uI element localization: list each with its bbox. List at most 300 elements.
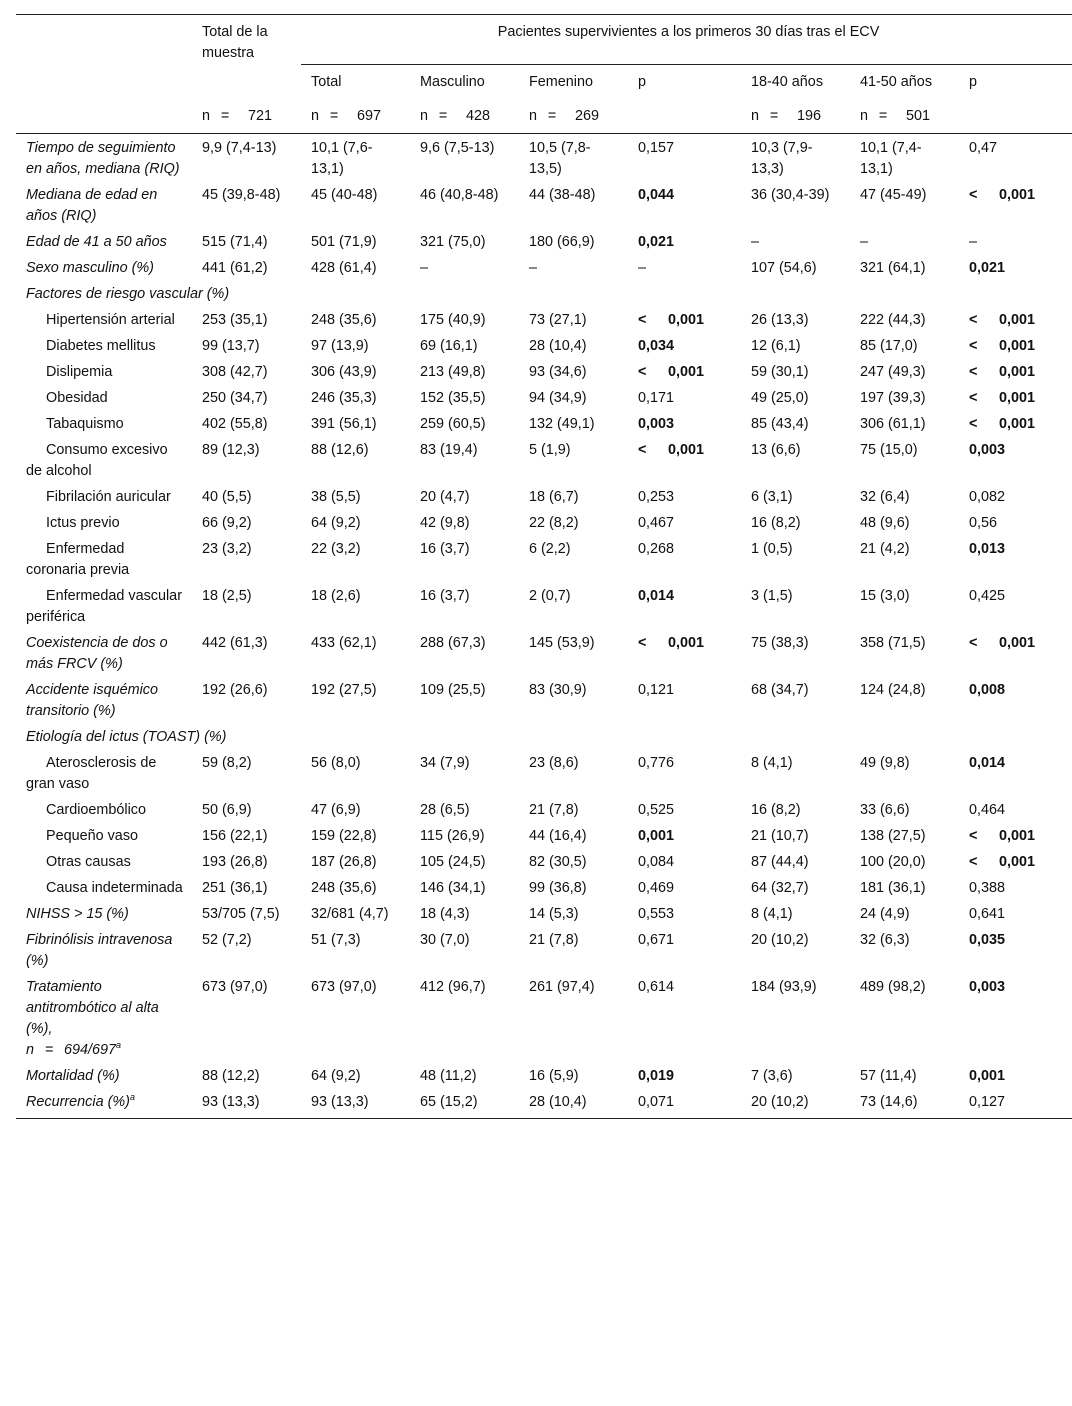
table-cell: 187 (26,8) bbox=[311, 853, 377, 870]
header-n-cell bbox=[741, 94, 850, 134]
table-cell: 132 (49,1) bbox=[529, 415, 595, 432]
table-cell: 13 (6,6) bbox=[751, 441, 801, 458]
row-label: Causa indeterminada bbox=[46, 879, 183, 896]
table-cell: < 0,001 bbox=[969, 634, 1036, 651]
table-cell: 32 (6,3) bbox=[860, 931, 910, 948]
header-empty-cell bbox=[16, 15, 192, 65]
header-n-row bbox=[16, 94, 1072, 134]
table-cell: 21 (4,2) bbox=[860, 540, 910, 557]
n-equals: = bbox=[769, 107, 779, 124]
table-cell: 85 (43,4) bbox=[751, 415, 809, 432]
header-n-cell bbox=[628, 94, 741, 134]
table-cell: 412 (96,7) bbox=[420, 978, 486, 995]
row-label: Tiempo de seguimiento en años, mediana (RIQ) bbox=[26, 139, 180, 177]
table-cell: 32/681 (4,7) bbox=[311, 905, 389, 922]
table-row bbox=[16, 228, 1072, 254]
table-row bbox=[16, 1062, 1072, 1088]
table-cell: – bbox=[638, 259, 647, 276]
table-cell: 33 (6,6) bbox=[860, 801, 910, 818]
table-cell: 23 (3,2) bbox=[202, 540, 252, 557]
table-row bbox=[16, 358, 1072, 384]
table-cell: 83 (19,4) bbox=[420, 441, 478, 458]
table-row bbox=[16, 749, 1072, 796]
table-cell: 85 (17,0) bbox=[860, 337, 918, 354]
table-row bbox=[16, 280, 1072, 306]
table-cell: 156 (22,1) bbox=[202, 827, 268, 844]
table-cell: – bbox=[420, 259, 429, 276]
table-cell: 247 (49,3) bbox=[860, 363, 926, 380]
table-cell: 65 (15,2) bbox=[410, 1088, 519, 1119]
table-row bbox=[16, 723, 1072, 749]
table-cell: 253 (35,1) bbox=[202, 311, 268, 328]
table-cell: 0,553 bbox=[638, 905, 675, 922]
table-cell: 152 (35,5) bbox=[420, 389, 486, 406]
table-cell: 358 (71,5) bbox=[860, 634, 926, 651]
table-cell: < 0,001 bbox=[969, 363, 1036, 380]
table-cell: 159 (22,8) bbox=[311, 827, 377, 844]
table-cell: 213 (49,8) bbox=[420, 363, 486, 380]
table-row bbox=[16, 629, 1072, 676]
table-cell: 16 (8,2) bbox=[751, 801, 801, 818]
header-row-2 bbox=[16, 64, 1072, 94]
table-row bbox=[16, 436, 1072, 483]
table-cell: 441 (61,2) bbox=[202, 259, 268, 276]
table-cell: 51 (7,3) bbox=[311, 931, 361, 948]
table-cell: 10,5 (7,8-13,5) bbox=[529, 139, 591, 177]
table-cell: < 0,001 bbox=[969, 337, 1036, 354]
table-cell: 3 (1,5) bbox=[751, 587, 793, 604]
row-label: Factores de riesgo vascular (%) bbox=[26, 285, 230, 302]
table-cell: 0,776 bbox=[638, 754, 675, 771]
table-cell: 26 (13,3) bbox=[751, 311, 809, 328]
header-col-41-50: 41-50 años bbox=[860, 73, 933, 90]
n-label: n bbox=[311, 107, 320, 124]
table-cell: 222 (44,3) bbox=[860, 311, 926, 328]
table-row bbox=[16, 926, 1072, 973]
row-label: Consumo excesivo de alcohol bbox=[26, 441, 168, 479]
n-value: 697 bbox=[357, 107, 382, 124]
table-cell: 82 (30,5) bbox=[529, 853, 587, 870]
n-label: n bbox=[529, 107, 538, 124]
table-row bbox=[16, 332, 1072, 358]
table-cell: 18 (6,7) bbox=[529, 488, 579, 505]
table-cell: 1 (0,5) bbox=[751, 540, 793, 557]
table-cell: 0,253 bbox=[638, 488, 675, 505]
header-col-masculino: Masculino bbox=[420, 73, 485, 90]
table-cell: 306 (61,1) bbox=[860, 415, 926, 432]
table-cell: – bbox=[751, 233, 760, 250]
row-label: Otras causas bbox=[46, 853, 131, 870]
row-label: Recurrencia (%)$^a$ bbox=[16, 1088, 192, 1119]
table-cell: 34 (7,9) bbox=[420, 754, 470, 771]
table-cell: 288 (67,3) bbox=[420, 634, 486, 651]
table-cell: 68 (34,7) bbox=[751, 681, 809, 698]
table-cell: 0,56 bbox=[969, 514, 998, 531]
table-cell: 28 (10,4) bbox=[519, 1088, 628, 1119]
n-value: 501 bbox=[906, 107, 931, 124]
header-empty-cell bbox=[16, 94, 192, 134]
table-row bbox=[16, 796, 1072, 822]
table-cell: 88 (12,2) bbox=[202, 1067, 260, 1084]
table-cell: 89 (12,3) bbox=[202, 441, 260, 458]
table-cell: 0,019 bbox=[638, 1067, 675, 1084]
table-cell: 21 (7,8) bbox=[529, 931, 579, 948]
header-row-1 bbox=[16, 15, 1072, 65]
table-cell: 15 (3,0) bbox=[860, 587, 910, 604]
table-cell: 250 (34,7) bbox=[202, 389, 268, 406]
table-cell: 28 (10,4) bbox=[529, 337, 587, 354]
table-cell: 99 (36,8) bbox=[529, 879, 587, 896]
table-cell: 251 (36,1) bbox=[202, 879, 268, 896]
table-cell: 10,1 (7,6-13,1) bbox=[311, 139, 373, 177]
table-cell: < 0,001 bbox=[969, 311, 1036, 328]
table-row bbox=[16, 900, 1072, 926]
table-cell: 5 (1,9) bbox=[529, 441, 571, 458]
table-cell: < 0,001 bbox=[638, 311, 705, 328]
table-cell: 40 (5,5) bbox=[202, 488, 252, 505]
table-cell: 0,014 bbox=[969, 754, 1006, 771]
table-row bbox=[16, 509, 1072, 535]
table-cell: 0,084 bbox=[638, 853, 675, 870]
table-cell: 138 (27,5) bbox=[860, 827, 926, 844]
table-cell: 0,034 bbox=[638, 337, 675, 354]
n-label: n bbox=[202, 107, 211, 124]
table-cell: 8 (4,1) bbox=[751, 905, 793, 922]
row-label: Accidente isquémico transitorio (%) bbox=[26, 681, 158, 719]
header-col-femenino: Femenino bbox=[529, 73, 593, 90]
table-cell: 0,008 bbox=[969, 681, 1006, 698]
table-cell: 21 (10,7) bbox=[751, 827, 809, 844]
table-row bbox=[16, 384, 1072, 410]
table-cell: 402 (55,8) bbox=[202, 415, 268, 432]
table-cell: 673 (97,0) bbox=[311, 978, 377, 995]
table-cell: 306 (43,9) bbox=[311, 363, 377, 380]
row-label: Hipertensión arterial bbox=[46, 311, 175, 328]
table-cell: 30 (7,0) bbox=[420, 931, 470, 948]
table-cell: 20 (10,2) bbox=[741, 1088, 850, 1119]
table-cell: 93 (34,6) bbox=[529, 363, 587, 380]
header-empty-cell bbox=[16, 64, 192, 94]
row-label: Ictus previo bbox=[46, 514, 120, 531]
table-row bbox=[16, 181, 1072, 228]
table-cell: 308 (42,7) bbox=[202, 363, 268, 380]
table-row bbox=[16, 874, 1072, 900]
table-cell: 673 (97,0) bbox=[202, 978, 268, 995]
table-cell: – bbox=[969, 233, 978, 250]
table-cell: 73 (27,1) bbox=[529, 311, 587, 328]
header-n-cell bbox=[192, 94, 301, 134]
row-label: Mediana de edad en años (RIQ) bbox=[26, 186, 158, 224]
table-cell: 0,071 bbox=[628, 1088, 741, 1119]
table-cell: 23 (8,6) bbox=[529, 754, 579, 771]
table-cell: 8 (4,1) bbox=[751, 754, 793, 771]
row-label: Dislipemia bbox=[46, 363, 113, 380]
row-label: Pequeño vaso bbox=[46, 827, 139, 844]
table-cell: 28 (6,5) bbox=[420, 801, 470, 818]
row-label: Coexistencia de dos o más FRCV (%) bbox=[26, 634, 168, 672]
table-cell: 0,268 bbox=[638, 540, 675, 557]
header-n-cell bbox=[959, 94, 1072, 134]
table-cell: < 0,001 bbox=[969, 827, 1036, 844]
row-label: Cardioembólico bbox=[46, 801, 146, 818]
table-cell: 10,3 (7,9-13,3) bbox=[751, 139, 813, 177]
table-cell: 0,469 bbox=[638, 879, 675, 896]
n-equals: = bbox=[220, 107, 230, 124]
table-cell: 46 (40,8-48) bbox=[420, 186, 499, 203]
table-cell: 21 (7,8) bbox=[529, 801, 579, 818]
row-label: Diabetes mellitus bbox=[46, 337, 156, 354]
table-cell: 48 (9,6) bbox=[860, 514, 910, 531]
table-cell: 99 (13,7) bbox=[202, 337, 260, 354]
table-cell: 0,035 bbox=[969, 931, 1006, 948]
table-cell: 64 (9,2) bbox=[311, 1067, 361, 1084]
table-cell: 246 (35,3) bbox=[311, 389, 377, 406]
n-value: 721 bbox=[248, 107, 273, 124]
table-cell: < 0,001 bbox=[969, 186, 1036, 203]
table-cell: 6 (3,1) bbox=[751, 488, 793, 505]
table-cell: 145 (53,9) bbox=[529, 634, 595, 651]
table-cell: 248 (35,6) bbox=[311, 879, 377, 896]
table-cell: 0,003 bbox=[969, 441, 1006, 458]
row-label: Etiología del ictus (TOAST) (%) bbox=[26, 728, 227, 745]
row-label: Fibrinólisis intravenosa (%) bbox=[26, 931, 173, 969]
table-cell: 0,47 bbox=[969, 139, 998, 156]
table-cell: 93 (13,3) bbox=[301, 1088, 410, 1119]
table-cell: 0,121 bbox=[638, 681, 675, 698]
table-cell: 0,388 bbox=[969, 879, 1006, 896]
n-equals: = bbox=[878, 107, 888, 124]
table-cell: 100 (20,0) bbox=[860, 853, 926, 870]
row-label: Obesidad bbox=[46, 389, 108, 406]
table-cell: 193 (26,8) bbox=[202, 853, 268, 870]
table-cell: 75 (15,0) bbox=[860, 441, 918, 458]
table-cell: 321 (64,1) bbox=[860, 259, 926, 276]
table-cell: 0,641 bbox=[969, 905, 1006, 922]
table-cell: 44 (16,4) bbox=[529, 827, 587, 844]
table-cell: 2 (0,7) bbox=[529, 587, 571, 604]
table-cell: < 0,001 bbox=[638, 634, 705, 651]
table-cell: 0,171 bbox=[638, 389, 675, 406]
table-row bbox=[16, 676, 1072, 723]
table-cell: 197 (39,3) bbox=[860, 389, 926, 406]
row-label: Fibrilación auricular bbox=[46, 488, 171, 505]
table-cell: 53/705 (7,5) bbox=[202, 905, 280, 922]
table-cell: 0,157 bbox=[638, 139, 675, 156]
row-label: Aterosclerosis de gran vaso bbox=[26, 754, 157, 792]
header-n-cell bbox=[301, 94, 410, 134]
table-row bbox=[16, 582, 1072, 629]
table-cell: 16 (8,2) bbox=[751, 514, 801, 531]
table-cell: 0,467 bbox=[638, 514, 675, 531]
table-cell: 88 (12,6) bbox=[311, 441, 369, 458]
table-cell: – bbox=[529, 259, 538, 276]
table-cell: 115 (26,9) bbox=[420, 827, 485, 844]
header-n-cell bbox=[519, 94, 628, 134]
table-cell: 69 (16,1) bbox=[420, 337, 478, 354]
row-label: Enfermedad vascular periférica bbox=[26, 587, 182, 625]
table-cell: 10,1 (7,4-13,1) bbox=[860, 139, 922, 177]
table-row bbox=[16, 973, 1072, 1062]
table-cell: 0,021 bbox=[969, 259, 1006, 276]
header-col-p-age: p bbox=[969, 73, 978, 90]
table-cell: 248 (35,6) bbox=[311, 311, 377, 328]
table-cell: 20 (4,7) bbox=[420, 488, 470, 505]
table-cell: < 0,001 bbox=[638, 363, 705, 380]
table-cell: 109 (25,5) bbox=[420, 681, 486, 698]
row-label: Sexo masculino (%) bbox=[26, 259, 154, 276]
table-cell: 16 (3,7) bbox=[420, 540, 470, 557]
table-cell: 0,013 bbox=[969, 540, 1006, 557]
row-label: Enfermedad coronaria previa bbox=[26, 540, 130, 578]
table-row bbox=[16, 848, 1072, 874]
n-value: 428 bbox=[466, 107, 491, 124]
table-cell: 18 (4,3) bbox=[420, 905, 470, 922]
table-cell: 47 (45-49) bbox=[860, 186, 927, 203]
table-cell: < 0,001 bbox=[638, 441, 705, 458]
table-cell: 9,6 (7,5-13) bbox=[420, 139, 495, 156]
table-cell: 22 (3,2) bbox=[311, 540, 361, 557]
table-cell: 0,001 bbox=[638, 827, 675, 844]
header-col-18-40: 18-40 años bbox=[751, 73, 824, 90]
table-cell: 73 (14,6) bbox=[850, 1088, 959, 1119]
table-cell: 0,044 bbox=[638, 186, 675, 203]
data-table bbox=[16, 14, 1072, 1119]
table-cell: 59 (8,2) bbox=[202, 754, 252, 771]
table-cell: 18 (2,6) bbox=[311, 587, 361, 604]
table-cell: 42 (9,8) bbox=[420, 514, 470, 531]
table-body bbox=[16, 133, 1072, 1118]
table-cell: 391 (56,1) bbox=[311, 415, 377, 432]
table-cell: 50 (6,9) bbox=[202, 801, 252, 818]
table-cell: 321 (75,0) bbox=[420, 233, 486, 250]
table-cell: 45 (39,8-48) bbox=[202, 186, 281, 203]
table-cell: 16 (3,7) bbox=[420, 587, 470, 604]
table-cell: 184 (93,9) bbox=[751, 978, 817, 995]
header-empty-cell bbox=[192, 64, 301, 94]
table-cell: 87 (44,4) bbox=[751, 853, 809, 870]
n-equals: = bbox=[329, 107, 339, 124]
table-cell: 44 (38-48) bbox=[529, 186, 596, 203]
table-cell: 12 (6,1) bbox=[751, 337, 801, 354]
row-label: Tratamiento antitrombótico al alta (%), $n = 694/697^a$ bbox=[26, 978, 159, 1058]
table-cell: 0,671 bbox=[638, 931, 675, 948]
table-cell: 48 (11,2) bbox=[420, 1067, 477, 1084]
table-cell: 20 (10,2) bbox=[751, 931, 809, 948]
table-row bbox=[16, 306, 1072, 332]
table-row bbox=[16, 410, 1072, 436]
table-cell: 259 (60,5) bbox=[420, 415, 486, 432]
header-n-cell bbox=[410, 94, 519, 134]
n-equals: = bbox=[438, 107, 448, 124]
table-cell: 7 (3,6) bbox=[751, 1067, 793, 1084]
table-cell: 94 (34,9) bbox=[529, 389, 587, 406]
table-cell: 6 (2,2) bbox=[529, 540, 571, 557]
table-cell: 515 (71,4) bbox=[202, 233, 268, 250]
n-label: n bbox=[860, 107, 869, 124]
table-cell: 146 (34,1) bbox=[420, 879, 486, 896]
table-cell: 0,425 bbox=[969, 587, 1006, 604]
n-value: 269 bbox=[575, 107, 600, 124]
table-cell: 16 (5,9) bbox=[529, 1067, 579, 1084]
table-row bbox=[16, 133, 1072, 181]
table-cell: 49 (25,0) bbox=[751, 389, 809, 406]
table-cell: 45 (40-48) bbox=[311, 186, 378, 203]
table-cell: 66 (9,2) bbox=[202, 514, 252, 531]
table-cell: 47 (6,9) bbox=[311, 801, 361, 818]
table-cell: 18 (2,5) bbox=[202, 587, 252, 604]
table-cell: 14 (5,3) bbox=[529, 905, 579, 922]
table-cell: 52 (7,2) bbox=[202, 931, 252, 948]
header-survivors-group: Pacientes supervivientes a los primeros 30 días tras el ECV bbox=[301, 15, 1072, 65]
table-row bbox=[16, 254, 1072, 280]
table-cell: 38 (5,5) bbox=[311, 488, 361, 505]
table-cell: 192 (26,6) bbox=[202, 681, 268, 698]
table-cell: 433 (62,1) bbox=[311, 634, 377, 651]
table-cell: 0,001 bbox=[969, 1067, 1006, 1084]
table-cell: 22 (8,2) bbox=[529, 514, 579, 531]
row-label: Mortalidad (%) bbox=[26, 1067, 120, 1084]
table-cell: 175 (40,9) bbox=[420, 311, 486, 328]
header-n-cell bbox=[850, 94, 959, 134]
table-cell: 0,003 bbox=[638, 415, 675, 432]
table-cell: 489 (98,2) bbox=[860, 978, 926, 995]
row-label: NIHSS > 15 (%) bbox=[26, 905, 129, 922]
row-label: Tabaquismo bbox=[46, 415, 124, 432]
table-cell: 124 (24,8) bbox=[860, 681, 926, 698]
table-cell: 75 (38,3) bbox=[751, 634, 809, 651]
table-cell: 64 (9,2) bbox=[311, 514, 361, 531]
table-cell: 261 (97,4) bbox=[529, 978, 595, 995]
table-cell: 9,9 (7,4-13) bbox=[202, 139, 277, 156]
table-cell: 0,464 bbox=[969, 801, 1006, 818]
table-cell: 107 (54,6) bbox=[751, 259, 817, 276]
table-cell: 501 (71,9) bbox=[311, 233, 377, 250]
header-total-sample: Total de la muestra bbox=[192, 15, 301, 65]
header-col-total: Total bbox=[311, 73, 342, 90]
table-cell: 0,014 bbox=[638, 587, 675, 604]
row-label: Edad de 41 a 50 años bbox=[26, 233, 167, 250]
table-row bbox=[16, 822, 1072, 848]
table-cell: 32 (6,4) bbox=[860, 488, 910, 505]
table-cell: 49 (9,8) bbox=[860, 754, 910, 771]
table-row bbox=[16, 535, 1072, 582]
header-col-p-sex: p bbox=[638, 73, 647, 90]
n-label: n bbox=[420, 107, 429, 124]
table-cell: 192 (27,5) bbox=[311, 681, 377, 698]
table-cell: 428 (61,4) bbox=[311, 259, 377, 276]
table-cell: 442 (61,3) bbox=[202, 634, 268, 651]
table-cell: 180 (66,9) bbox=[529, 233, 595, 250]
table-cell: 36 (30,4-39) bbox=[751, 186, 830, 203]
table-cell: 59 (30,1) bbox=[751, 363, 809, 380]
table-cell: 24 (4,9) bbox=[860, 905, 910, 922]
table-cell: 0,082 bbox=[969, 488, 1006, 505]
table-cell: 105 (24,5) bbox=[420, 853, 486, 870]
table-cell: < 0,001 bbox=[969, 415, 1036, 432]
table-cell: 57 (11,4) bbox=[860, 1067, 917, 1084]
table-cell: – bbox=[860, 233, 869, 250]
table-cell: 93 (13,3) bbox=[192, 1088, 301, 1119]
table-row bbox=[16, 483, 1072, 509]
table-cell: 97 (13,9) bbox=[311, 337, 369, 354]
table-row bbox=[16, 1088, 1072, 1119]
table-cell: < 0,001 bbox=[969, 389, 1036, 406]
table-cell: 0,021 bbox=[638, 233, 675, 250]
n-label: n bbox=[751, 107, 760, 124]
table-cell: < 0,001 bbox=[969, 853, 1036, 870]
table-cell: 0,525 bbox=[638, 801, 675, 818]
table-cell: 0,127 bbox=[959, 1088, 1072, 1119]
